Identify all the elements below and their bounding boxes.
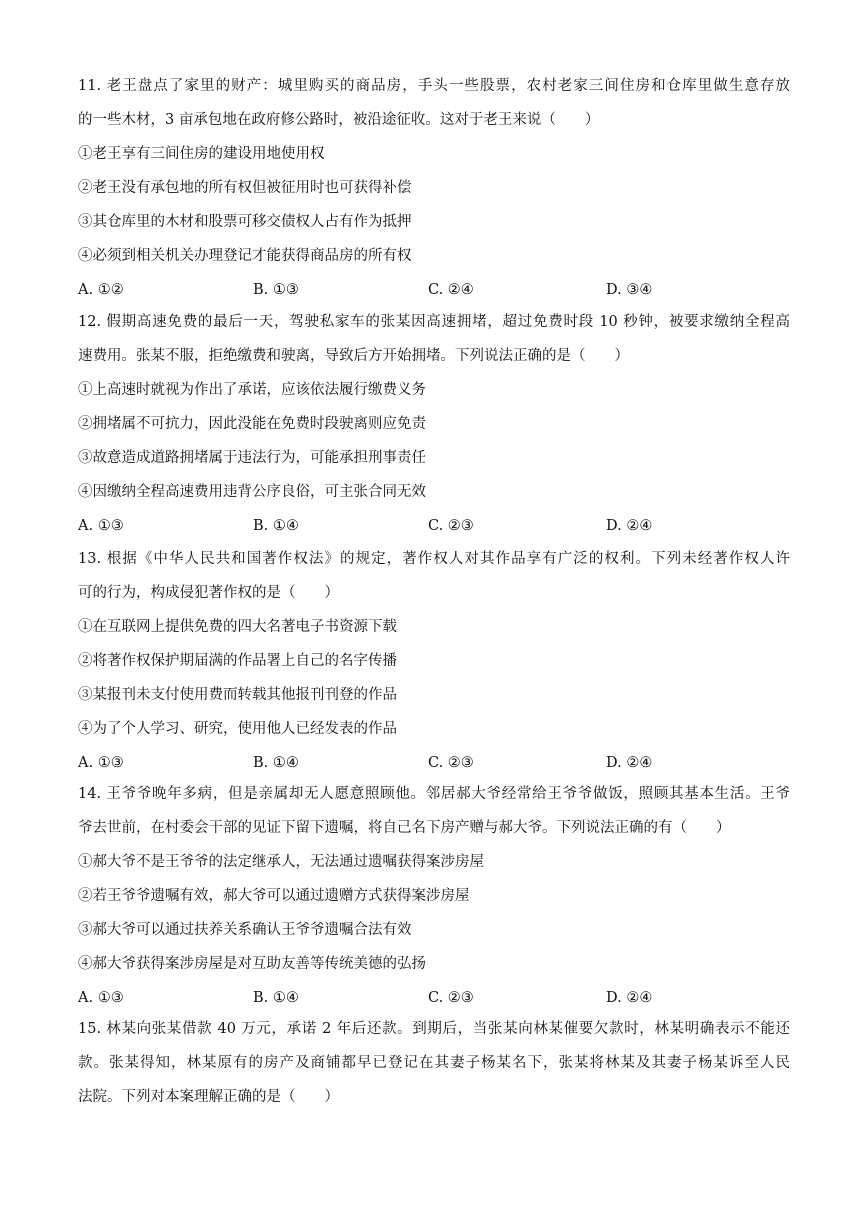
- option-d[interactable]: D. ②④: [606, 518, 653, 534]
- option-a[interactable]: A. ①②: [78, 282, 124, 298]
- statement: ④为了个人学习、研究，使用他人已经发表的作品: [78, 721, 397, 737]
- question-stem-line: 款。张某得知，林某原有的房产及商铺都早已登记在其妻子杨某名下，张某将林某及其妻子杨某诉至人民: [78, 1055, 790, 1071]
- statement: ②拥堵属不可抗力，因此没能在免费时段驶离则应免责: [78, 416, 426, 432]
- option-c[interactable]: C. ②③: [428, 755, 474, 771]
- statement: ①老王享有三间住房的建设用地使用权: [78, 146, 325, 162]
- answer-options: [78, 981, 790, 1015]
- option-d[interactable]: D. ②④: [606, 990, 653, 1006]
- question-stem-line: 可的行为，构成侵犯著作权的是（ ）: [78, 585, 339, 601]
- option-d[interactable]: D. ②④: [606, 755, 653, 771]
- question-13: [78, 542, 790, 780]
- option-a[interactable]: A. ①③: [78, 755, 124, 771]
- question-stem-line: 11. 老王盘点了家里的财产：城里购买的商品房，手头一些股票，农村老家三间住房和仓库里做生意存放: [78, 78, 790, 94]
- statement: ③其仓库里的木材和股票可移交债权人占有作为抵押: [78, 214, 412, 230]
- statement: ④必须到相关机关办理登记才能获得商品房的所有权: [78, 248, 412, 264]
- question-14: [78, 777, 790, 1015]
- question-15: [78, 1012, 790, 1114]
- statement: ③郝大爷可以通过扶养关系确认王爷爷遗嘱合法有效: [78, 922, 412, 938]
- question-stem-line: 13. 根据《中华人民共和国著作权法》的规定，著作权人对其作品享有广泛的权利。下列未经著作权人许: [78, 551, 790, 567]
- statement: ④因缴纳全程高速费用违背公序良俗，可主张合同无效: [78, 484, 426, 500]
- statement: ①郝大爷不是王爷爷的法定继承人，无法通过遗嘱获得案涉房屋: [78, 854, 484, 870]
- question-stem-line: 速费用。张某不服，拒绝缴费和驶离，导致后方开始拥堵。下列说法正确的是（ ）: [78, 348, 629, 364]
- statement: ②若王爷爷遗嘱有效，郝大爷可以通过遗赠方式获得案涉房屋: [78, 888, 470, 904]
- question-stem-line: 爷去世前，在村委会干部的见证下留下遗嘱，将自己名下房产赠与郝大爷。下列说法正确的有（ ）: [78, 820, 731, 836]
- option-d[interactable]: D. ③④: [606, 282, 653, 298]
- statement: ③故意造成道路拥堵属于违法行为，可能承担刑事责任: [78, 450, 426, 466]
- option-c[interactable]: C. ②③: [428, 518, 474, 534]
- question-stem-line: 12. 假期高速免费的最后一天，驾驶私家车的张某因高速拥堵，超过免费时段 10 秒钟，被要求缴纳全程高: [78, 314, 790, 330]
- option-a[interactable]: A. ①③: [78, 518, 124, 534]
- statement: ②将著作权保护期届满的作品署上自己的名字传播: [78, 653, 397, 669]
- question-11: [78, 69, 790, 307]
- statement: ④郝大爷获得案涉房屋是对互助友善等传统美德的弘扬: [78, 956, 426, 972]
- option-b[interactable]: B. ①④: [253, 518, 299, 534]
- answer-options: [78, 273, 790, 307]
- answer-options: [78, 746, 790, 780]
- answer-options: [78, 509, 790, 543]
- option-c[interactable]: C. ②④: [428, 282, 474, 298]
- question-stem-line: 的一些木材，3 亩承包地在政府修公路时，被沿途征收。这对于老王来说（ ）: [78, 112, 600, 128]
- question-stem-line: 14. 王爷爷晚年多病，但是亲属却无人愿意照顾他。邻居郝大爷经常给王爷爷做饭，照顾其基本生活。王爷: [78, 786, 790, 802]
- question-stem-line: 法院。下列对本案理解正确的是（ ）: [78, 1089, 339, 1105]
- option-c[interactable]: C. ②③: [428, 990, 474, 1006]
- option-a[interactable]: A. ①③: [78, 990, 124, 1006]
- question-12: [78, 305, 790, 543]
- statement: ①在互联网上提供免费的四大名著电子书资源下载: [78, 619, 397, 635]
- question-stem-line: 15. 林某向张某借款 40 万元，承诺 2 年后还款。到期后，当张某向林某催要欠款时，林某明确表示不能还: [78, 1021, 790, 1037]
- option-b[interactable]: B. ①④: [253, 755, 299, 771]
- option-b[interactable]: B. ①④: [253, 990, 299, 1006]
- option-b[interactable]: B. ①③: [253, 282, 299, 298]
- statement: ①上高速时就视为作出了承诺，应该依法履行缴费义务: [78, 382, 426, 398]
- statement: ③某报刊未支付使用费而转载其他报刊刊登的作品: [78, 687, 397, 703]
- statement: ②老王没有承包地的所有权但被征用时也可获得补偿: [78, 180, 412, 196]
